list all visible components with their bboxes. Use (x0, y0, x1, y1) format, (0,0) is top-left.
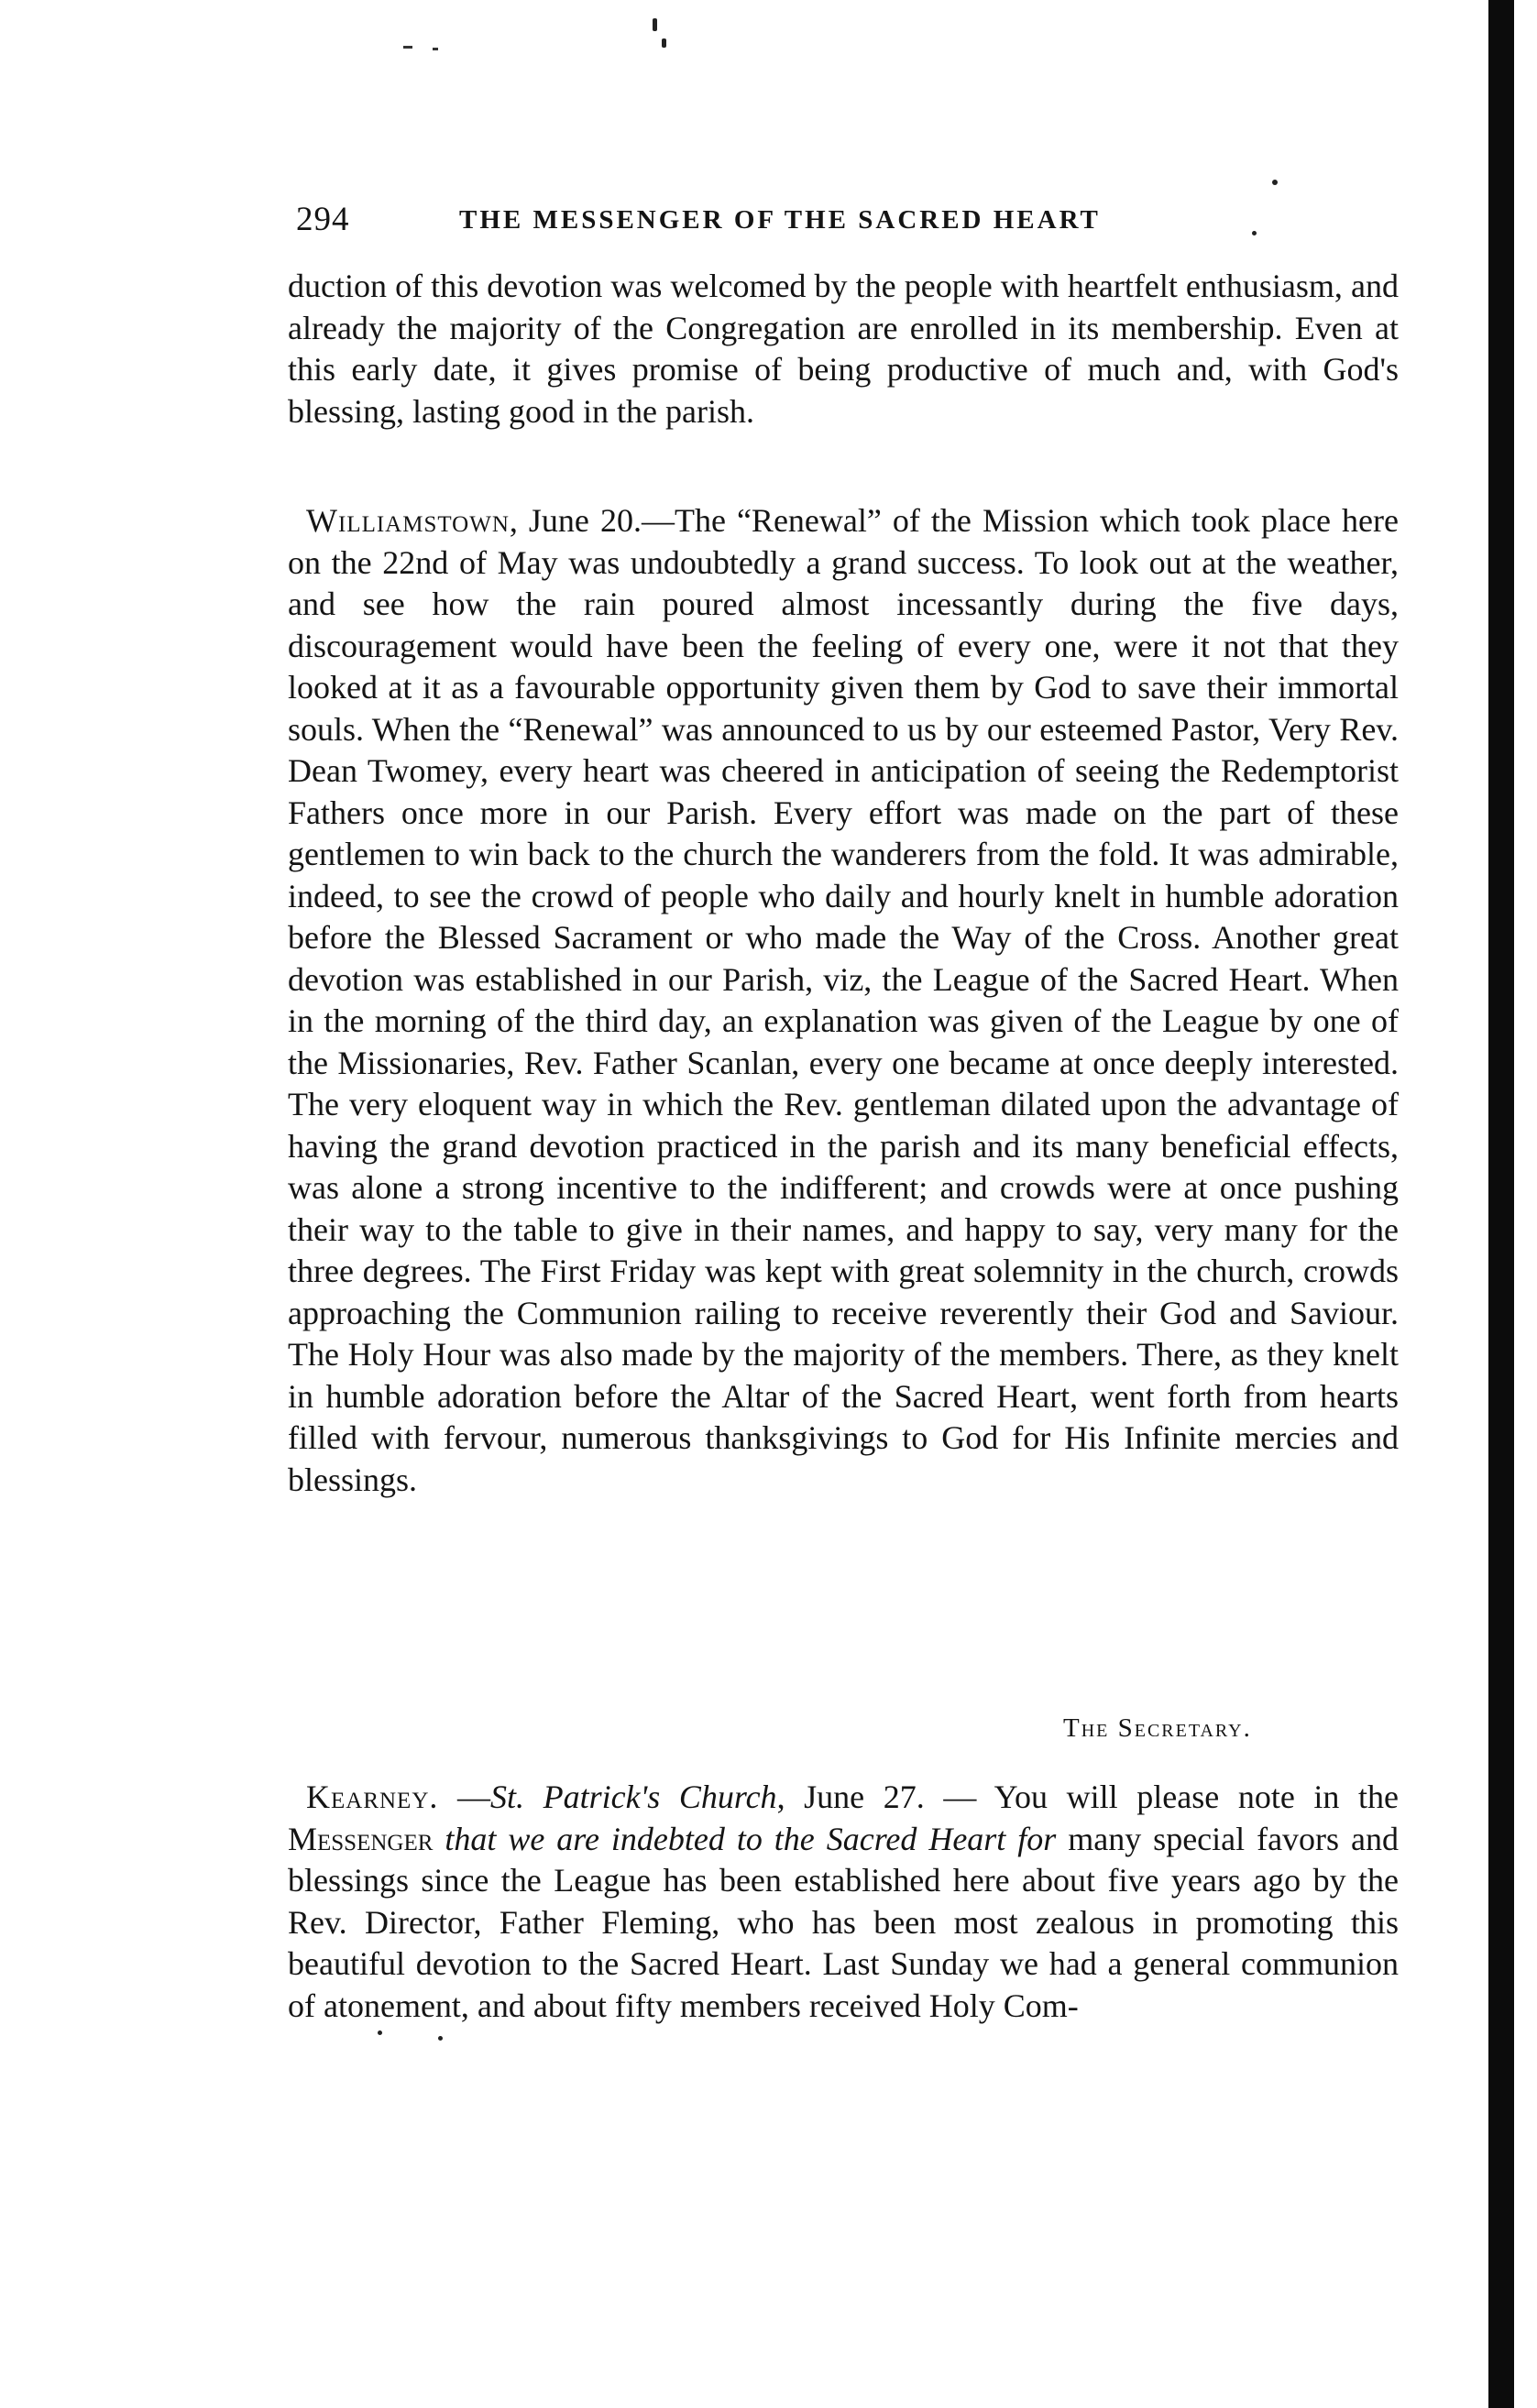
paragraph-williamstown (288, 500, 1399, 1501)
scan-speck (378, 2030, 382, 2035)
scan-speck (438, 2036, 443, 2041)
paragraph-text: You will please note in the (994, 1779, 1400, 1815)
scan-speck (1272, 180, 1278, 185)
paragraph-text: many special favors and blessings since the League has been established here about five years ago by the Rev. Director, Father Fleming, who has been most zealous in promoting this beautiful devotion to the Sacred Heart. Last Sunday we had a general communion of atonement, and about fifty members received Holy Com- (288, 1820, 1399, 2024)
report-date: , June 20. (509, 502, 642, 539)
paragraph-text: —The “Renewal” of the Mission which took place here on the 22nd of May was undoubtedly a grand success. To look out at the weather, and see how the rain poured almost incessantly during the five days, discouragement would have been the feeling of every one, were it not that they looked at it as a favourable opportunity given them by God to save their immortal souls. When the “Renewal” was announced to us by our esteemed Pastor, Very Rev. Dean Twomey, every heart was cheered in anticipation of seeing the Redemptorist Fathers once more in our Parish. Every effort was made on the part of these gentlemen to win back to the church the wanderers from the fold. It was admirable, indeed, to see the crowd of people who daily and hourly knelt in humble adoration before the Blessed Sacrament or who made the Way of the Cross. Another great devotion was established in our Parish, viz, the League of the Sacred Heart. When in the morning of the third day, an explanation was given of the League by one of the Missionaries, Rev. Father Scanlan, every one became at once deeply interested. The very eloquent way in which the Rev. gentleman dilated upon the advantage of having the grand devotion practiced in the parish and its many beneficial effects, was alone a strong incentive to the indifferent; and crowds were at once pushing their way to the table to give in their names, and happy to say, very many for the three degrees. The First Friday was kept with great solemnity in the church, crowds approaching the Communion railing to receive reverently their God and Saviour. The Holy Hour was also made by the majority of the members. There, as they knelt in humble adoration before the Altar of the Sacred Heart, went forth from hearts filled with fervour, numerous thanksgivings to God for His Infinite mercies and blessings. (288, 502, 1399, 1498)
dash: — (438, 1779, 490, 1815)
running-title: THE MESSENGER OF THE SACRED HEART (459, 205, 1101, 235)
page-number: 294 (296, 201, 350, 238)
scan-edge-bar (1488, 0, 1514, 2408)
paragraph-kearney (288, 1777, 1399, 2027)
place-name: Kearney. (306, 1779, 439, 1815)
italic-phrase: that we are indebted to the Sacred Heart for (433, 1820, 1057, 1857)
church-name: St. Patrick's Church (490, 1779, 777, 1815)
running-header (296, 200, 1268, 246)
signature: The Secretary. (1063, 1713, 1252, 1743)
report-date: , June 27. — (776, 1779, 994, 1815)
scan-mark (433, 48, 438, 50)
paragraph-continuation (288, 266, 1399, 432)
scan-speck (653, 18, 657, 31)
scan-mark (403, 46, 412, 49)
place-name: Williamstown (306, 502, 510, 539)
publication-name: Messenger (288, 1820, 434, 1857)
scan-speck (662, 38, 666, 48)
paragraph-text: duction of this devotion was welcomed by the people with heartfelt enthusiasm, and already the majority of the Congregation are enrolled in its membership. Even at this early date, it gives promise of being productive of much and, with God's blessing, lasting good in the parish. (288, 268, 1399, 430)
